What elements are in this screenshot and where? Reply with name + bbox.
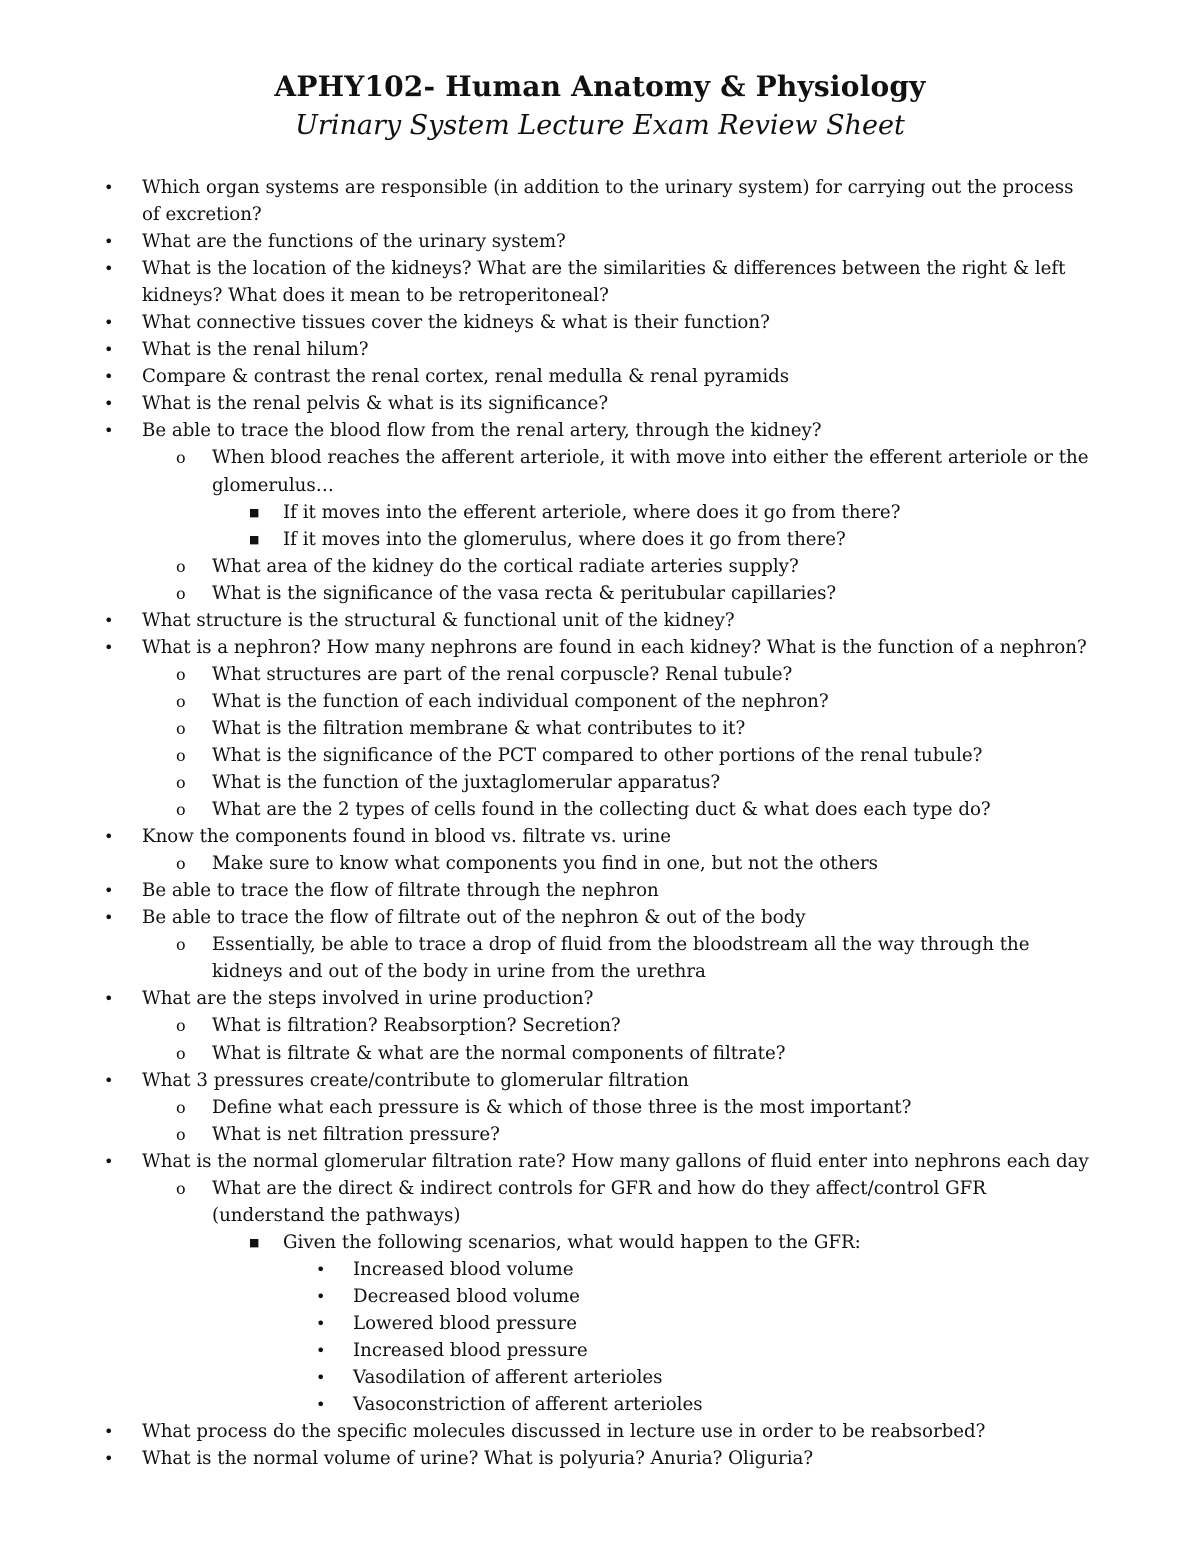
list-item-text: What is the renal hilum? <box>142 339 369 361</box>
bullet-marker-icon: o <box>176 1097 186 1117</box>
list-item-text: Compare & contrast the renal cortex, renal medulla & renal pyramids <box>142 366 790 388</box>
bullet-marker-icon: • <box>104 1449 114 1469</box>
list-item <box>0 985 1200 1012</box>
list-item-text: Given the following scenarios, what would happen to the GFR: <box>283 1231 861 1253</box>
list-item <box>0 1229 1200 1256</box>
bullet-marker-icon: • <box>104 1070 114 1090</box>
list-item-text: Essentially, be able to trace a drop of fluid from the bloodstream all the way through the <box>212 934 1030 956</box>
list-item-text: Vasodilation of afferent arterioles <box>353 1367 663 1389</box>
list-item <box>0 499 1200 526</box>
bullet-marker-icon: • <box>104 610 114 630</box>
bullet-marker-icon: • <box>316 1313 326 1333</box>
list-item-text: When blood reaches the afferent arteriole, it with move into either the efferent arteriole or the <box>212 447 1089 469</box>
list-item <box>0 1256 1200 1283</box>
bullet-marker-icon: • <box>104 178 114 197</box>
bullet-marker-icon: o <box>176 664 186 684</box>
list-item <box>0 417 1200 444</box>
list-item-text: Increased blood volume <box>353 1258 574 1280</box>
list-item <box>0 607 1200 634</box>
list-item-text: of excretion? <box>142 204 262 226</box>
list-item-text: What connective tissues cover the kidneys & what is their function? <box>142 312 770 334</box>
bullet-marker-icon: o <box>176 773 186 793</box>
list-item-text: Be able to trace the blood flow from the renal artery, through the kidney? <box>142 420 822 442</box>
list-item <box>0 336 1200 363</box>
document-subtitle: Urinary System Lecture Exam Review Sheet <box>295 110 905 141</box>
list-item-text: Know the components found in blood vs. filtrate vs. urine <box>142 826 672 848</box>
bullet-marker-icon: o <box>176 800 186 820</box>
list-item-text: What is the function of the juxtaglomerular apparatus? <box>212 772 721 794</box>
list-item <box>0 1175 1200 1202</box>
list-item <box>0 580 1200 607</box>
list-item <box>0 1418 1200 1445</box>
list-item <box>0 1121 1200 1148</box>
bullet-marker-icon: o <box>176 448 186 468</box>
list-item-text: What is the normal volume of urine? What is polyuria? Anuria? Oliguria? <box>142 1448 814 1470</box>
list-item <box>0 850 1200 877</box>
list-item-text: Make sure to know what components you find in one, but not the others <box>212 853 879 875</box>
bullet-marker-icon: • <box>104 881 114 901</box>
list-item <box>0 444 1200 471</box>
list-item <box>0 1445 1200 1472</box>
list-item-text: What is the function of each individual component of the nephron? <box>212 690 829 712</box>
list-item-text: glomerulus… <box>212 474 334 496</box>
list-item <box>0 877 1200 904</box>
list-item <box>0 1040 1200 1067</box>
bullet-marker-icon: o <box>176 718 186 738</box>
list-item-text: What area of the kidney do the cortical radiate arteries supply? <box>212 555 799 577</box>
list-item <box>0 1337 1200 1364</box>
bullet-marker-icon: o <box>176 935 186 955</box>
list-item <box>0 661 1200 688</box>
list-item-continuation <box>0 958 1200 985</box>
list-item-continuation <box>0 1202 1200 1229</box>
bullet-marker-icon: • <box>104 908 114 928</box>
list-item-text: What process do the specific molecules discussed in lecture use in order to be reabsorbed? <box>142 1421 986 1443</box>
list-item-text: What is the significance of the vasa recta & peritubular capillaries? <box>212 582 837 604</box>
list-item <box>0 228 1200 255</box>
bullet-marker-icon: • <box>104 637 114 657</box>
list-item-text: What are the functions of the urinary system? <box>142 231 566 253</box>
bullet-marker-icon: • <box>104 421 114 441</box>
bullet-marker-icon: o <box>176 691 186 711</box>
list-item-text: What is the significance of the PCT compared to other portions of the renal tubule? <box>212 744 983 766</box>
list-item-text: If it moves into the efferent arteriole, where does it go from there? <box>283 501 901 523</box>
bullet-marker-icon: ■ <box>249 532 260 546</box>
list-item-text: Decreased blood volume <box>353 1285 580 1307</box>
list-item <box>0 553 1200 580</box>
bullet-marker-icon: o <box>176 1124 186 1144</box>
list-item <box>0 823 1200 850</box>
bullet-marker-icon: • <box>104 259 114 279</box>
list-item-text: Be able to trace the flow of filtrate through the nephron <box>142 880 659 902</box>
list-item <box>0 309 1200 336</box>
review-question-list <box>0 174 1200 1472</box>
list-item <box>0 742 1200 769</box>
list-item-text: What structures are part of the renal corpuscle? Renal tubule? <box>212 663 793 685</box>
bullet-marker-icon: • <box>104 1422 114 1442</box>
bullet-marker-icon: o <box>176 745 186 765</box>
list-item <box>0 688 1200 715</box>
bullet-marker-icon: • <box>104 394 114 414</box>
list-item-text: What are the direct & indirect controls for GFR and how do they affect/control GFR <box>212 1177 986 1199</box>
bullet-marker-icon: ■ <box>249 505 260 519</box>
list-item-text: kidneys? What does it mean to be retroperitoneal? <box>142 285 609 307</box>
bullet-marker-icon: • <box>104 232 114 252</box>
bullet-marker-icon: o <box>176 1178 186 1198</box>
list-item <box>0 1012 1200 1039</box>
list-item <box>0 1094 1200 1121</box>
list-item <box>0 931 1200 958</box>
bullet-marker-icon: o <box>176 854 186 874</box>
list-item-text: What is the location of the kidneys? What are the similarities & differences between the right & left <box>142 258 1066 280</box>
list-item-text: kidneys and out of the body in urine from the urethra <box>212 961 706 983</box>
bullet-marker-icon: • <box>316 1286 326 1306</box>
list-item-text: What is filtration? Reabsorption? Secretion? <box>212 1015 621 1037</box>
list-item-text: Be able to trace the flow of filtrate out of the nephron & out of the body <box>142 907 806 929</box>
bullet-marker-icon: o <box>176 1016 186 1036</box>
bullet-marker-icon: • <box>316 1368 326 1388</box>
bullet-marker-icon: • <box>316 1341 326 1361</box>
bullet-marker-icon: • <box>104 989 114 1009</box>
list-item-text: What are the 2 types of cells found in the collecting duct & what does each type do? <box>212 799 991 821</box>
document-title: APHY102- Human Anatomy & Physiology <box>274 70 926 103</box>
bullet-marker-icon: • <box>104 340 114 360</box>
list-item-text: Define what each pressure is & which of those three is the most important? <box>212 1096 912 1118</box>
list-item <box>0 796 1200 823</box>
list-item-continuation <box>0 282 1200 309</box>
list-item <box>0 363 1200 390</box>
list-item <box>0 1310 1200 1337</box>
list-item-text: What is a nephron? How many nephrons are found in each kidney? What is the function of a nephron? <box>142 636 1087 658</box>
list-item-text: What are the steps involved in urine production? <box>142 988 594 1010</box>
bullet-marker-icon: • <box>104 367 114 387</box>
list-item <box>0 634 1200 661</box>
list-item <box>0 174 1200 201</box>
list-item-text: What is the filtration membrane & what contributes to it? <box>212 717 746 739</box>
list-item <box>0 769 1200 796</box>
list-item-text: Vasoconstriction of afferent arterioles <box>353 1394 703 1416</box>
list-item <box>0 1148 1200 1175</box>
list-item <box>0 1067 1200 1094</box>
list-item <box>0 255 1200 282</box>
list-item <box>0 390 1200 417</box>
bullet-marker-icon: • <box>316 1395 326 1415</box>
list-item-text: What structure is the structural & functional unit of the kidney? <box>142 609 735 631</box>
list-item-continuation <box>0 472 1200 499</box>
list-item <box>0 1364 1200 1391</box>
list-item-text: If it moves into the glomerulus, where does it go from there? <box>283 528 846 550</box>
list-item-text: What is the renal pelvis & what is its significance? <box>142 393 609 415</box>
list-item-text: What is filtrate & what are the normal components of filtrate? <box>212 1042 786 1064</box>
bullet-marker-icon: ■ <box>249 1235 260 1249</box>
list-item-text: What 3 pressures create/contribute to glomerular filtration <box>142 1069 689 1091</box>
list-item <box>0 715 1200 742</box>
bullet-marker-icon: o <box>176 556 186 576</box>
list-item <box>0 904 1200 931</box>
bullet-marker-icon: o <box>176 1043 186 1063</box>
list-item-continuation <box>0 201 1200 228</box>
list-item-text: What is the normal glomerular filtration rate? How many gallons of fluid enter into nephrons each day <box>142 1150 1089 1172</box>
list-item <box>0 1391 1200 1418</box>
list-item-text: Lowered blood pressure <box>353 1312 577 1334</box>
bullet-marker-icon: • <box>316 1259 326 1279</box>
bullet-marker-icon: o <box>176 583 186 603</box>
bullet-marker-icon: • <box>104 1151 114 1171</box>
list-item-text: What is net filtration pressure? <box>212 1123 500 1145</box>
list-item-text: Increased blood pressure <box>353 1340 588 1362</box>
list-item-text: (understand the pathways) <box>212 1204 461 1226</box>
bullet-marker-icon: • <box>104 313 114 333</box>
list-item-text: Which organ systems are responsible (in addition to the urinary system) for carrying out the process <box>142 177 1074 198</box>
bullet-marker-icon: • <box>104 827 114 847</box>
list-item <box>0 1283 1200 1310</box>
list-item <box>0 526 1200 553</box>
